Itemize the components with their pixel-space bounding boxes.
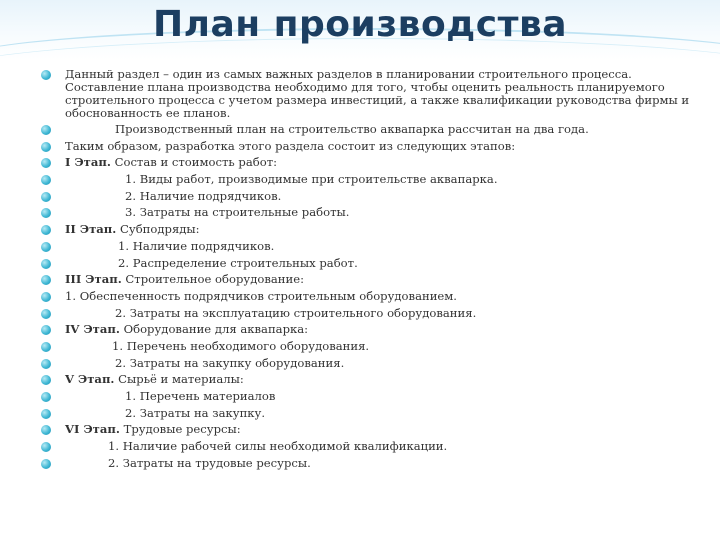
- bullet-icon: [41, 375, 51, 385]
- bullet-icon: [41, 142, 51, 152]
- slide-title: План производства: [152, 4, 568, 45]
- list-item: 1. Перечень материалов: [40, 390, 695, 403]
- bullet-list: [40, 68, 695, 473]
- bullet-icon: [41, 459, 51, 469]
- list-item: V Этап. Сырьё и материалы:: [40, 373, 695, 386]
- bullet-icon: [41, 175, 51, 185]
- list-item: 2. Распределение строительных работ.: [40, 257, 695, 270]
- bullet-icon: [41, 359, 51, 369]
- list-item: 2. Затраты на закупку оборудования.: [40, 357, 695, 370]
- bullet-icon: [41, 242, 51, 252]
- list-item: Таким образом, разработка этого раздела состоит из следующих этапов:: [40, 140, 695, 153]
- bullet-icon: [41, 192, 51, 202]
- list-item: III Этап. Строительное оборудование:: [40, 273, 695, 286]
- list-item: II Этап. Субподряды:: [40, 223, 695, 236]
- bullet-icon: [41, 158, 51, 168]
- list-item: VI Этап. Трудовые ресурсы:: [40, 423, 695, 436]
- bullet-icon: [41, 208, 51, 218]
- list-item: IV Этап. Оборудование для аквапарка:: [40, 323, 695, 336]
- list-item: Производственный план на строительство аквапарка рассчитан на два года.: [40, 123, 695, 136]
- bullet-icon: [41, 70, 51, 80]
- list-item: 2. Затраты на трудовые ресурсы.: [40, 457, 695, 470]
- list-item: 2. Затраты на закупку.: [40, 407, 695, 420]
- bullet-icon: [41, 275, 51, 285]
- list-item: 1. Виды работ, производимые при строительстве аквапарка.: [40, 173, 695, 186]
- bullet-icon: [41, 292, 51, 302]
- list-item: 1. Наличие рабочей силы необходимой квалификации.: [40, 440, 695, 453]
- bullet-icon: [41, 309, 51, 319]
- bullet-icon: [41, 259, 51, 269]
- list-item: I Этап. Состав и стоимость работ:: [40, 156, 695, 169]
- bullet-icon: [41, 392, 51, 402]
- list-item: Данный раздел – один из самых важных разделов в планировании строительного процесса. Составление плана производства необходимо для того, чтобы оценить реальность планируемого строительного процесса с учетом размера инвестиций, а также квалификации руководства фирмы и обоснованность ее планов.: [40, 68, 695, 120]
- list-item: 2. Наличие подрядчиков.: [40, 190, 695, 203]
- list-item: 1. Перечень необходимого оборудования.: [40, 340, 695, 353]
- bullet-icon: [41, 225, 51, 235]
- bullet-icon: [41, 325, 51, 335]
- list-item: 3. Затраты на строительные работы.: [40, 206, 695, 219]
- bullet-icon: [41, 342, 51, 352]
- bullet-icon: [41, 442, 51, 452]
- list-item: 1. Наличие подрядчиков.: [40, 240, 695, 253]
- bullet-icon: [41, 425, 51, 435]
- bullet-icon: [41, 409, 51, 419]
- list-item: 2. Затраты на эксплуатацию строительного оборудования.: [40, 307, 695, 320]
- bullet-icon: [41, 125, 51, 135]
- list-item: 1. Обеспеченность подрядчиков строительным оборудованием.: [40, 290, 695, 303]
